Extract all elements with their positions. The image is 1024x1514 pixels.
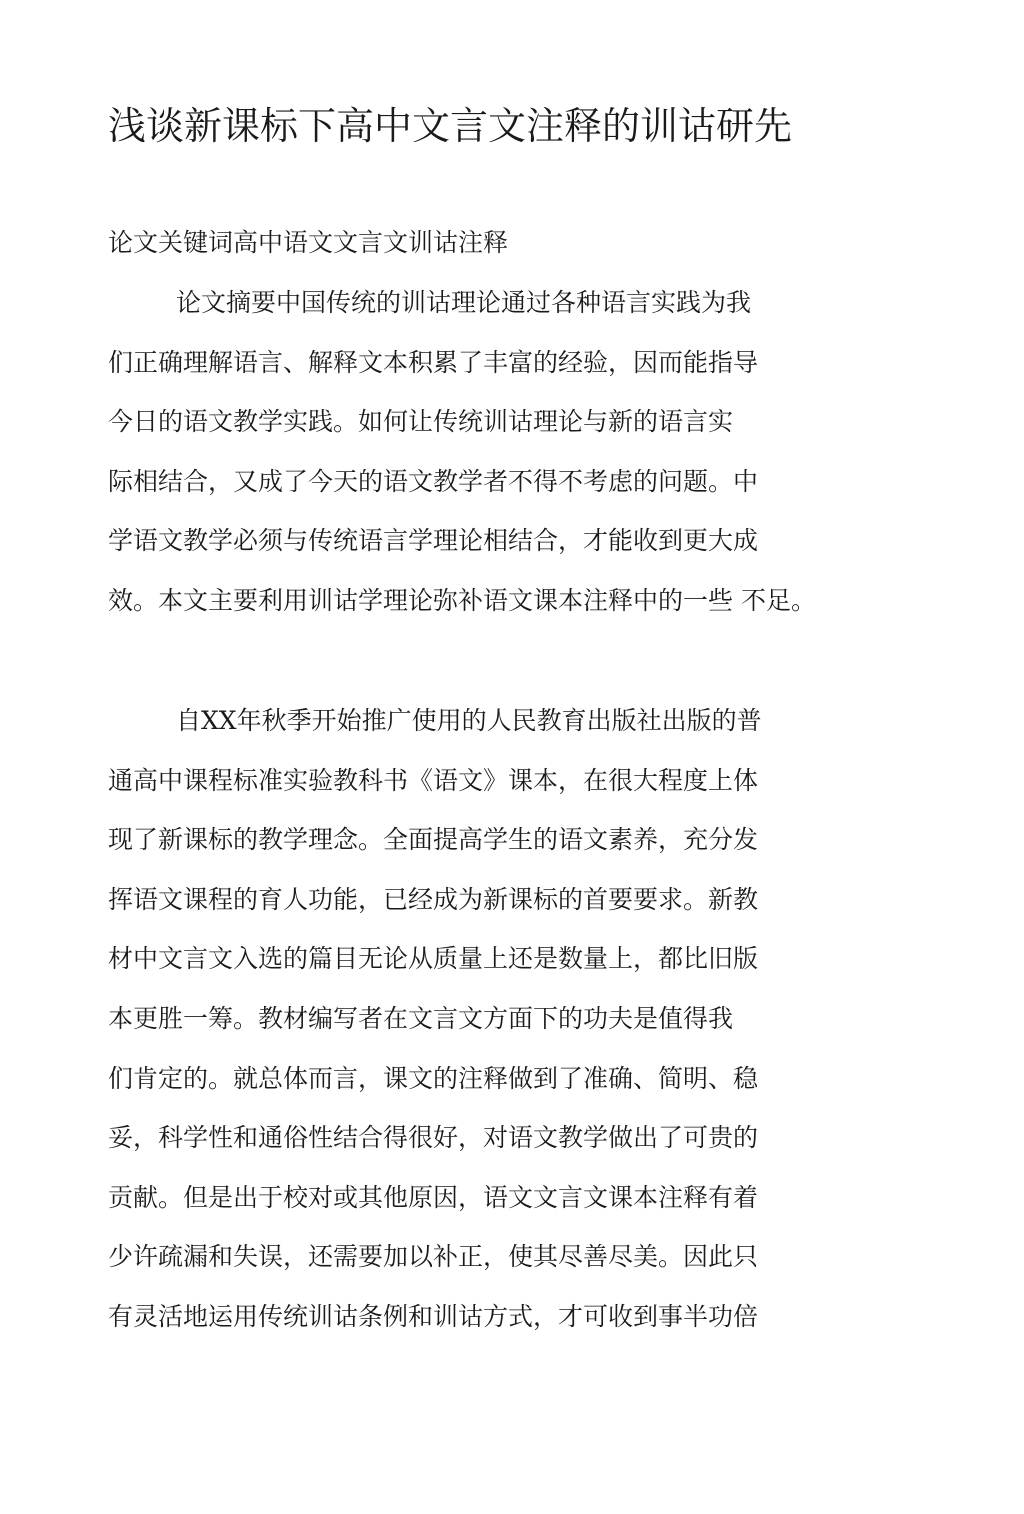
body-line: 现了新课标的教学理念。全面提高学生的语文素养，充分发 (108, 825, 759, 855)
abstract-paragraph (108, 284, 816, 642)
abstract-line: 今日的语文教学实践。如何让传统训诂理论与新的语言实 (108, 407, 734, 437)
body-line: 少许疏漏和失误，还需要加以补正，使其尽善尽美。因此只 (108, 1242, 759, 1272)
abstract-line: 际相结合，又成了今天的语文教学者不得不考虑的问题。中 (108, 466, 759, 496)
abstract-line: 效。本文主要利用训诂学理论弥补语文课本注释中的一些 不足。 (108, 585, 816, 615)
abstract-line: 们正确理解语言、解释文本积累了丰富的经验，因而能指导 (108, 347, 759, 377)
abstract-line: 论文摘要中国传统的训诂理论通过各种语言实践为我 (176, 288, 752, 317)
body-line: 们肯定的。就总体而言，课文的注释做到了准确、简明、稳 (108, 1063, 759, 1093)
keywords-line: 论文关键词高中语文文言文训诂注释 (108, 228, 509, 257)
body-line: 妥，科学性和通俗性结合得很好，对语文教学做出了可贵的 (108, 1123, 759, 1153)
body-line: 自XX年秋季开始推广使用的人民教育出版社出版的普 (176, 706, 762, 735)
body-line: 贡献。但是出于校对或其他原因，语文文言文课本注释有着 (108, 1182, 759, 1212)
body-line: 通高中课程标准实验教科书《语文》课本，在很大程度上体 (108, 765, 759, 795)
body-line: 挥语文课程的育人功能，已经成为新课标的首要要求。新教 (108, 884, 759, 914)
abstract-line: 学语文教学必须与传统语言学理论相结合，才能收到更大成 (108, 526, 759, 556)
body-line: 本更胜一筹。教材编写者在文言文方面下的功夫是值得我 (108, 1003, 734, 1033)
body-paragraph (108, 702, 762, 1358)
body-line: 有灵活地运用传统训诂条例和训诂方式，才可收到事半功倍 (108, 1301, 759, 1331)
document-title: 浅谈新课标下高中文言文注释的训诂研先 (108, 104, 793, 148)
body-line: 材中文言文入选的篇目无论从质量上还是数量上，都比旧版 (108, 944, 759, 974)
